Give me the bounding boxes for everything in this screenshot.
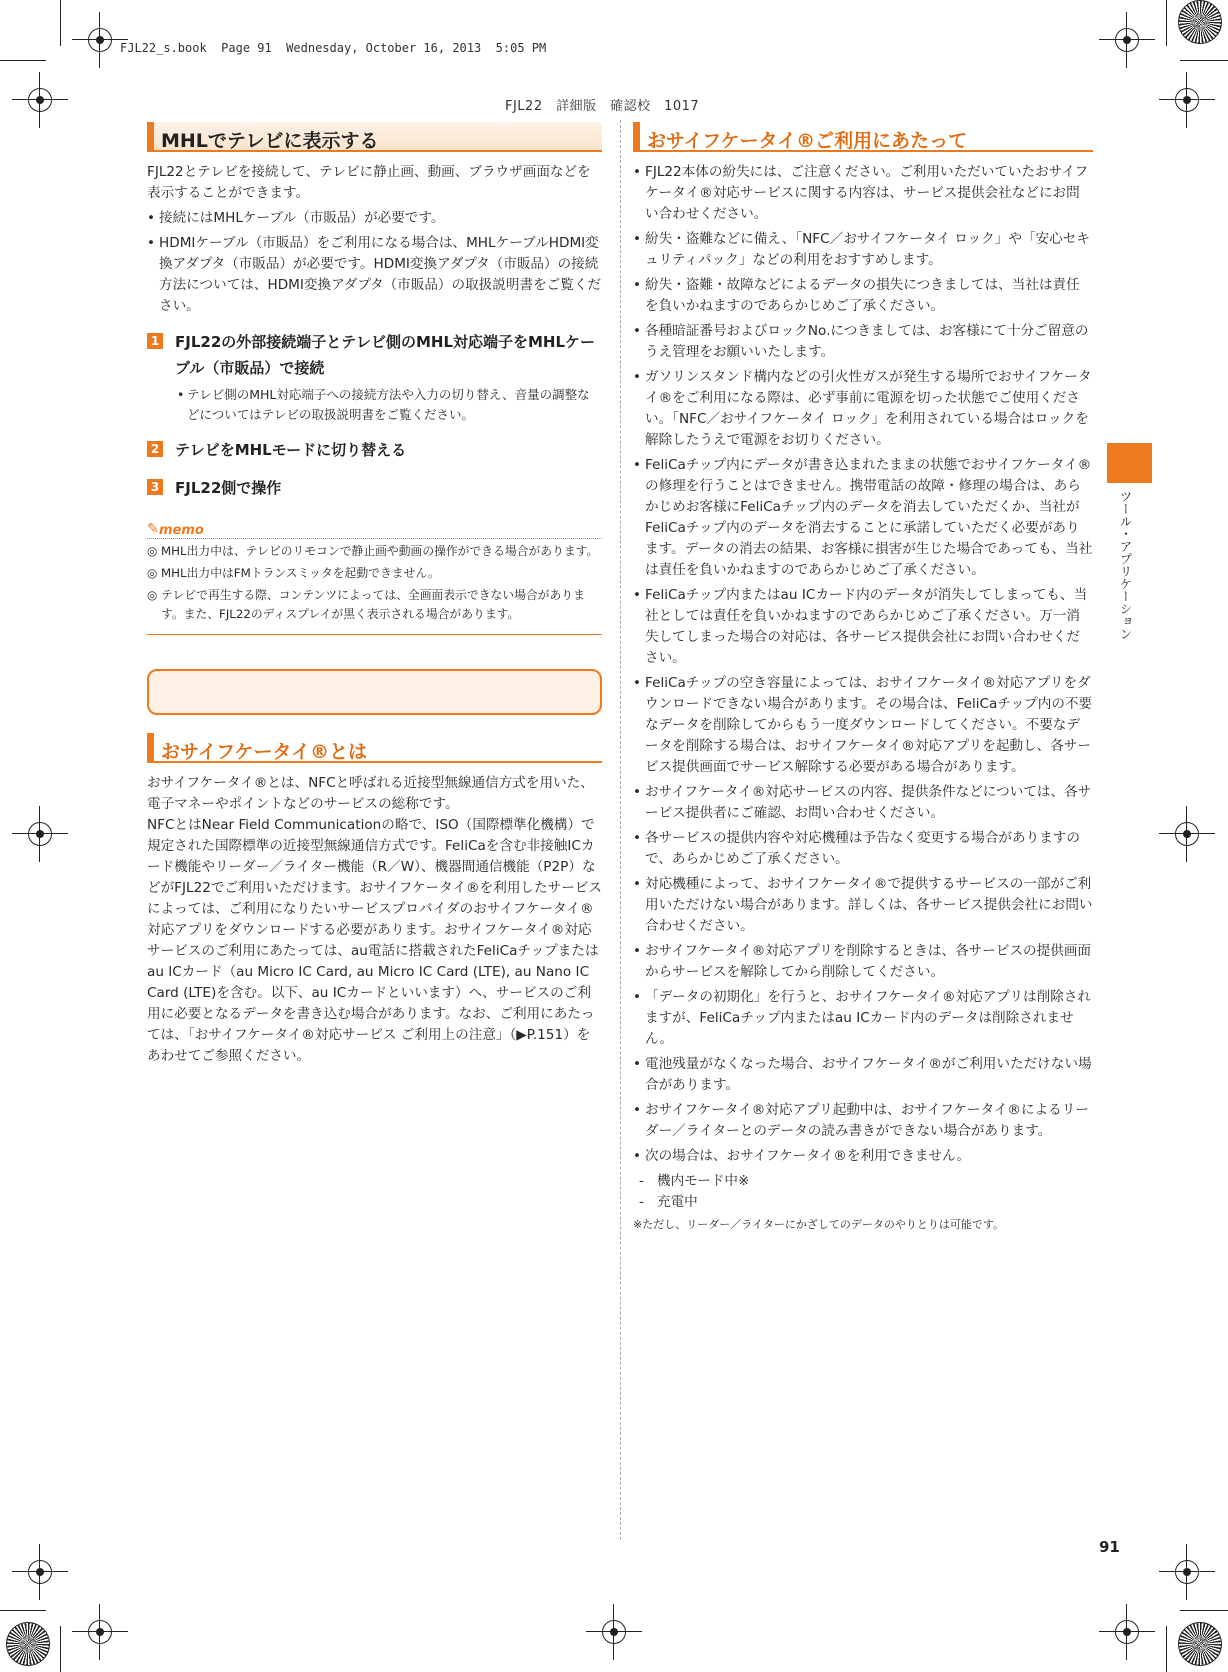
memo-item: ◎ MHL出力中は、テレビのリモコンで静止画や動画の操作ができる場合があります。 — [147, 542, 602, 561]
column-divider — [620, 120, 621, 1540]
trim-line — [60, 1626, 61, 1672]
bullet-item: • 紛失・盗難・故障などによるデータの損失につきましては、当社は責任を負いかねますのであらかじめご了承ください。 — [633, 275, 1093, 317]
crop-mark-icon — [80, 20, 120, 60]
crop-mark-icon — [1167, 1552, 1207, 1592]
step-text: FJL22の外部接続端子とテレビ側のMHL対応端子をMHLケーブル（市販品）で接続 — [175, 333, 596, 377]
left-column — [147, 122, 602, 1067]
trim-line — [0, 1610, 46, 1611]
bullet-item: • おサイフケータイ®対応サービスの内容、提供条件などについては、各サービス提供者にご確認、お問い合わせください。 — [633, 782, 1093, 824]
bullet-item: • 対応機種によって、おサイフケータイ®で提供するサービスの一部がご利用いただけない場合があります。詳しくは、各サービス提供会社にお問い合わせください。 — [633, 874, 1093, 937]
bullet-item: • 電池残量がなくなった場合、おサイフケータイ®がご利用いただけない場合があります。 — [633, 1054, 1093, 1096]
sub-item: - 充電中 — [633, 1192, 1093, 1213]
trim-line — [1180, 60, 1228, 61]
intro-text: FJL22とテレビを接続して、テレビに静止画、動画、ブラウザ画面などを表示することができます。 — [147, 164, 591, 201]
bullet-item: • FeliCaチップ内またはau ICカード内のデータが消失してしまっても、当社としては責任を負いかねますのであらかじめご了承ください。万一消失してしまった場合の対応は、各サービス提供会社にお問い合わせください。 — [633, 585, 1093, 669]
section-heading — [147, 122, 602, 152]
pencil-icon: ✎ — [147, 521, 159, 537]
right-column — [633, 122, 1093, 1234]
registration-sun-icon — [1178, 1622, 1222, 1666]
section-title: おサイフケータイ®とは — [161, 741, 368, 763]
trim-line — [1166, 1626, 1167, 1672]
bullet-item: • FeliCaチップ内にデータが書き込まれたままの状態でおサイフケータイ®の修理を行うことはできません。携帯電話の故障・修理の場合は、あらかじめお客様にFeliCaチップ内のデータを消去していただくか、当社がFeliCaチップ内のデータを消去することに承諾していただく必要があります。データの消去の結果、お客様に損害が生じた場合であっても、当社は責任を負いかねますのであらかじめご了承ください。 — [633, 455, 1093, 581]
page-number: 91 — [1099, 1538, 1120, 1556]
crop-mark-icon — [20, 80, 60, 120]
bullet-item: • 各サービスの提供内容や対応機種は予告なく変更する場合がありますので、あらかじめご了承ください。 — [633, 828, 1093, 870]
edition-label: FJL22 詳細版 確認校 1017 — [505, 99, 700, 114]
chapter-banner — [147, 669, 602, 715]
paragraph: NFCとはNear Field Communicationの略で、ISO（国際標準化機構）で規定された国際標準の近接型無線通信方式です。FeliCaを含む非接触ICカード機能やリーダー／ライター機能（R／W）、機器間通信機能（P2P）などがFJL22でご利用いただけます。おサイフケータイ®を利用したサービスによっては、ご利用になりたいサービスプロバイダのおサイフケータイ®対応アプリをダウンロードする必要があります。おサイフケータイ®対応サービスのご利用にあたっては、au電話に搭載されたFeliCaチップまたはau ICカード（au Micro IC Card, au Micro IC Card (LTE), au Nano IC Card (LTE)を含む。以下、au ICカードといいます）へ、サービスのご利用に必要となるデータを書き込む場合があります。なお、ご利用にあたっては、「おサイフケータイ®対応サービス ご利用上の注意」（▶P.151）をあわせてご参照ください。 — [147, 817, 602, 1064]
bullet-item: • 次の場合は、おサイフケータイ®を利用できません。 — [633, 1146, 1093, 1167]
crop-mark-icon — [1167, 80, 1207, 120]
bullet-item: • おサイフケータイ®対応アプリを削除するときは、各サービスの提供画面からサービスを解除してから削除してください。 — [633, 941, 1093, 983]
memo-item: ◎ テレビで再生する際、コンテンツによっては、全画面表示できない場合があります。また、FJL22のディスプレイが黒く表示される場合があります。 — [147, 586, 602, 624]
sub-item: - 機内モード中※ — [633, 1171, 1093, 1192]
memo-item: ◎ MHL出力中はFMトランスミッタを起動できません。 — [147, 564, 602, 583]
bullet-item: • 「データの初期化」を行うと、おサイフケータイ®対応アプリは削除されますが、FeliCaチップ内またはau ICカード内のデータは削除されません。 — [633, 987, 1093, 1050]
step-number: 1 — [147, 333, 163, 349]
step-text: FJL22側で操作 — [175, 479, 282, 497]
bullet-item: • 各種暗証番号およびロックNo.につきましては、お客様にて十分ご留意のうえ管理をお願いいたします。 — [633, 321, 1093, 363]
registration-sun-icon — [1178, 0, 1222, 44]
side-tab — [1107, 443, 1152, 483]
section-title: おサイフケータイ®ご利用にあたって — [647, 130, 968, 152]
memo-label: memo — [159, 523, 204, 538]
step-3 — [147, 475, 602, 501]
bullet-item: • ガソリンスタンド構内などの引火性ガスが発生する場所でおサイフケータイ®をご利用になる際は、必ず事前に電源を切った状態でご使用ください。「NFC／おサイフケータイ ロック」を利用されている場合はロックを解除したうえで電源をお切りください。 — [633, 367, 1093, 451]
trim-line — [1166, 0, 1167, 46]
crop-mark-icon — [1107, 20, 1147, 60]
section-heading — [633, 122, 1093, 152]
crop-mark-icon — [20, 1552, 60, 1592]
crop-mark-icon — [1167, 814, 1207, 854]
print-header: FJL22_s.book Page 91 Wednesday, October 16, 2013 5:05 PM — [120, 41, 547, 55]
bullet-item: • 紛失・盗難などに備え、「NFC／おサイフケータイ ロック」や「安心セキュリティパック」などの利用をおすすめします。 — [633, 229, 1093, 271]
crop-mark-icon — [80, 1612, 120, 1652]
memo-box — [147, 523, 602, 635]
step-1 — [147, 329, 602, 381]
footnote: ※ただし、リーダー／ライターにかざしてのデータのやりとりは可能です。 — [633, 1218, 1005, 1231]
crop-mark-icon — [1107, 1612, 1147, 1652]
step-number: 3 — [147, 479, 163, 495]
bullet-item: • FJL22本体の紛失には、ご注意ください。ご利用いただいていたおサイフケータイ®対応サービスに関する内容は、サービス提供会社などにお問い合わせください。 — [633, 162, 1093, 225]
section-title: MHLでテレビに表示する — [161, 130, 379, 152]
crop-mark-icon — [594, 1612, 634, 1652]
registration-sun-icon — [6, 1622, 50, 1666]
section-heading — [147, 733, 602, 763]
crop-mark-icon — [20, 814, 60, 854]
step-text: テレビをMHLモードに切り替える — [175, 441, 407, 459]
paragraph: おサイフケータイ®とは、NFCと呼ばれる近接型無線通信方式を用いた、電子マネーやポイントなどのサービスの総称です。 — [147, 775, 594, 812]
bullet-item: • FeliCaチップの空き容量によっては、おサイフケータイ®対応アプリをダウンロードできない場合があります。その場合は、FeliCaチップ内の不要なデータを削除してからもう一度ダウンロードしてください。不要なデータを削除する場合は、おサイフケータイ®対応アプリを起動し、各サービス提供画面でサービス解除する必要がある場合があります。 — [633, 673, 1093, 778]
step-note: • テレビ側のMHL対応端子への接続方法や入力の切り替え、音量の調整などについてはテレビの取扱説明書をご覧ください。 — [147, 385, 602, 425]
bullet-item: • HDMIケーブル（市販品）をご利用になる場合は、MHLケーブルHDMI変換アダプタ（市販品）が必要です。HDMI変換アダプタ（市販品）の接続方法については、HDMI変換アダプタ（市販品）の取扱説明書をご覧ください。 — [147, 233, 602, 317]
trim-line — [0, 60, 46, 61]
trim-line — [60, 0, 61, 46]
bullet-item: • おサイフケータイ®対応アプリ起動中は、おサイフケータイ®によるリーダー／ライターとのデータの読み書きができない場合があります。 — [633, 1100, 1093, 1142]
bullet-item: • 接続にはMHLケーブル（市販品）が必要です。 — [147, 208, 602, 229]
step-2 — [147, 437, 602, 463]
trim-line — [1180, 1610, 1228, 1611]
step-number: 2 — [147, 441, 163, 457]
side-tab-label: ツール・アプリケーション — [1118, 490, 1133, 640]
